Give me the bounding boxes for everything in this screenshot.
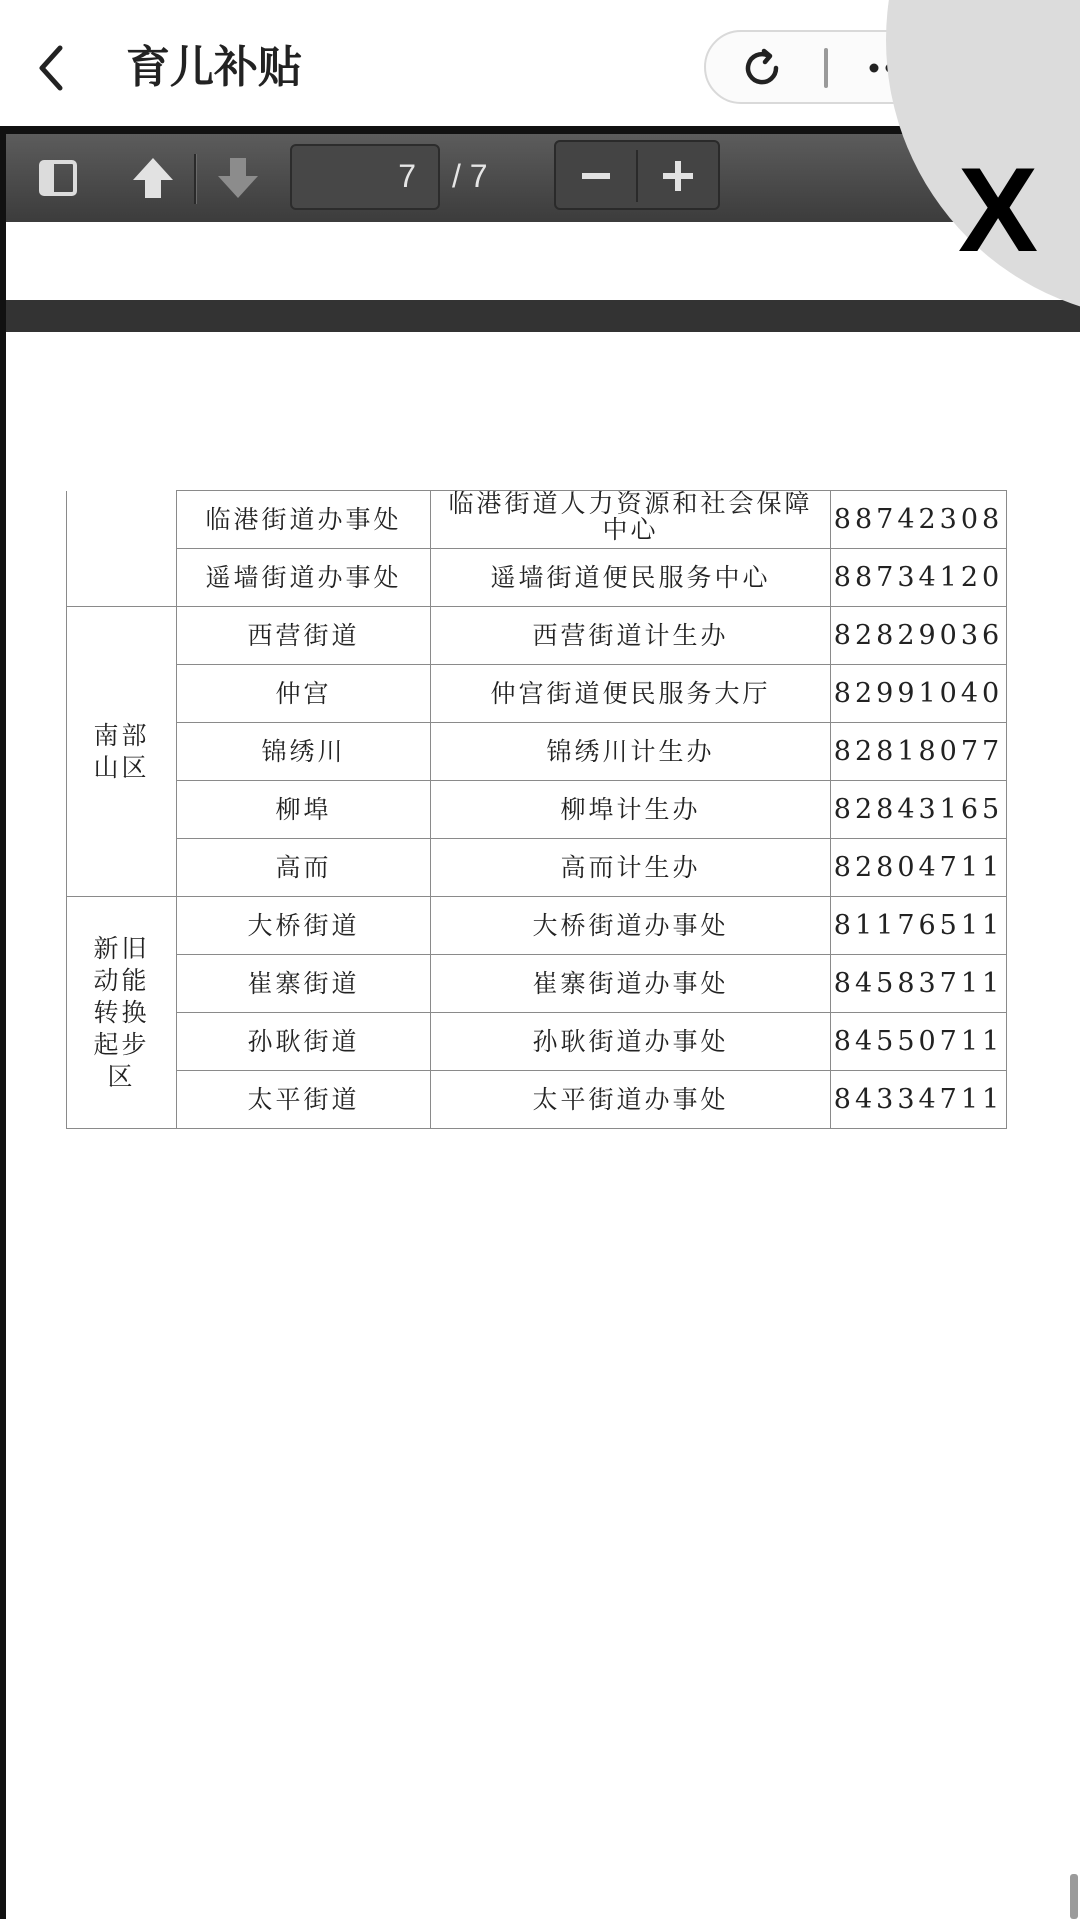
street-cell: 高而 bbox=[177, 839, 431, 897]
office-cell: 西营街道计生办 bbox=[431, 607, 831, 665]
region-cell bbox=[67, 491, 177, 607]
arrow-down-icon bbox=[216, 156, 260, 200]
office-cell: 崔寨街道办事处 bbox=[431, 955, 831, 1013]
sidebar-toggle-icon bbox=[38, 158, 78, 198]
table-row bbox=[67, 491, 1007, 549]
phone-cell: 82804711 bbox=[831, 839, 1007, 897]
region-label: 南部山区 bbox=[93, 720, 150, 782]
office-cell: 高而计生办 bbox=[431, 839, 831, 897]
toolbar-divider bbox=[194, 154, 197, 204]
table-row bbox=[67, 723, 1007, 781]
street-cell: 遥墙街道办事处 bbox=[177, 549, 431, 607]
zoom-controls bbox=[554, 140, 720, 210]
street-cell: 崔寨街道 bbox=[177, 955, 431, 1013]
table-row bbox=[67, 607, 1007, 665]
office-cell: 孙耿街道办事处 bbox=[431, 1013, 831, 1071]
phone-cell: 82991040 bbox=[831, 665, 1007, 723]
page-total: / 7 bbox=[452, 158, 488, 194]
refresh-icon bbox=[740, 46, 784, 90]
chevron-left-icon bbox=[30, 40, 74, 96]
table-row bbox=[67, 839, 1007, 897]
zoom-divider bbox=[636, 150, 638, 202]
phone-cell: 81176511 bbox=[831, 897, 1007, 955]
street-cell: 柳埠 bbox=[177, 781, 431, 839]
table-row bbox=[67, 665, 1007, 723]
arrow-up-icon bbox=[131, 156, 175, 200]
page-title: 育儿补贴 bbox=[126, 42, 302, 93]
street-cell: 孙耿街道 bbox=[177, 1013, 431, 1071]
region-label: 新旧动能转换起步区 bbox=[93, 933, 150, 1091]
table-row bbox=[67, 781, 1007, 839]
street-cell: 大桥街道 bbox=[177, 897, 431, 955]
street-cell: 仲宫 bbox=[177, 665, 431, 723]
scrollbar-thumb[interactable] bbox=[1070, 1874, 1078, 1919]
office-cell: 柳埠计生办 bbox=[431, 781, 831, 839]
office-cell: 锦绣川计生办 bbox=[431, 723, 831, 781]
phone-cell: 88734120 bbox=[831, 549, 1007, 607]
zoom-in-button[interactable] bbox=[656, 154, 700, 198]
office-cell: 遥墙街道便民服务中心 bbox=[431, 549, 831, 607]
street-cell: 锦绣川 bbox=[177, 723, 431, 781]
office-cell: 大桥街道办事处 bbox=[431, 897, 831, 955]
zoom-out-button[interactable] bbox=[576, 156, 616, 196]
phone-cell: 82829036 bbox=[831, 607, 1007, 665]
minus-icon bbox=[576, 156, 616, 196]
table-row bbox=[67, 1013, 1007, 1071]
contact-table bbox=[66, 490, 1007, 1129]
capsule-divider bbox=[824, 48, 828, 88]
table-row bbox=[67, 955, 1007, 1013]
refresh-button[interactable] bbox=[740, 46, 784, 90]
phone-cell: 84550711 bbox=[831, 1013, 1007, 1071]
sidebar-toggle-button[interactable] bbox=[38, 158, 78, 198]
office-text: 临港街道人力资源和社会保障中心 bbox=[448, 491, 813, 544]
next-page-button[interactable] bbox=[216, 156, 260, 200]
street-cell: 临港街道办事处 bbox=[177, 491, 431, 549]
viewer-left-border bbox=[0, 126, 6, 1919]
region-cell bbox=[67, 897, 177, 1129]
office-cell: 仲宫街道便民服务大厅 bbox=[431, 665, 831, 723]
page-number-input[interactable]: 7 bbox=[290, 144, 440, 210]
region-cell bbox=[67, 607, 177, 897]
table-row bbox=[67, 549, 1007, 607]
phone-cell: 84583711 bbox=[831, 955, 1007, 1013]
overlay-close-button[interactable]: X bbox=[958, 143, 1039, 277]
street-cell: 太平街道 bbox=[177, 1071, 431, 1129]
plus-icon bbox=[656, 154, 700, 198]
phone-cell: 82843165 bbox=[831, 781, 1007, 839]
page-separator bbox=[6, 300, 1080, 332]
office-cell: 太平街道办事处 bbox=[431, 1071, 831, 1129]
previous-page-button[interactable] bbox=[131, 156, 175, 200]
phone-cell: 88742308 bbox=[831, 491, 1007, 549]
phone-cell: 82818077 bbox=[831, 723, 1007, 781]
phone-cell: 84334711 bbox=[831, 1071, 1007, 1129]
street-cell: 西营街道 bbox=[177, 607, 431, 665]
toolbar-gap bbox=[6, 222, 886, 300]
table-row bbox=[67, 1071, 1007, 1129]
office-cell bbox=[431, 491, 831, 549]
back-button[interactable] bbox=[30, 40, 74, 96]
table-row bbox=[67, 897, 1007, 955]
